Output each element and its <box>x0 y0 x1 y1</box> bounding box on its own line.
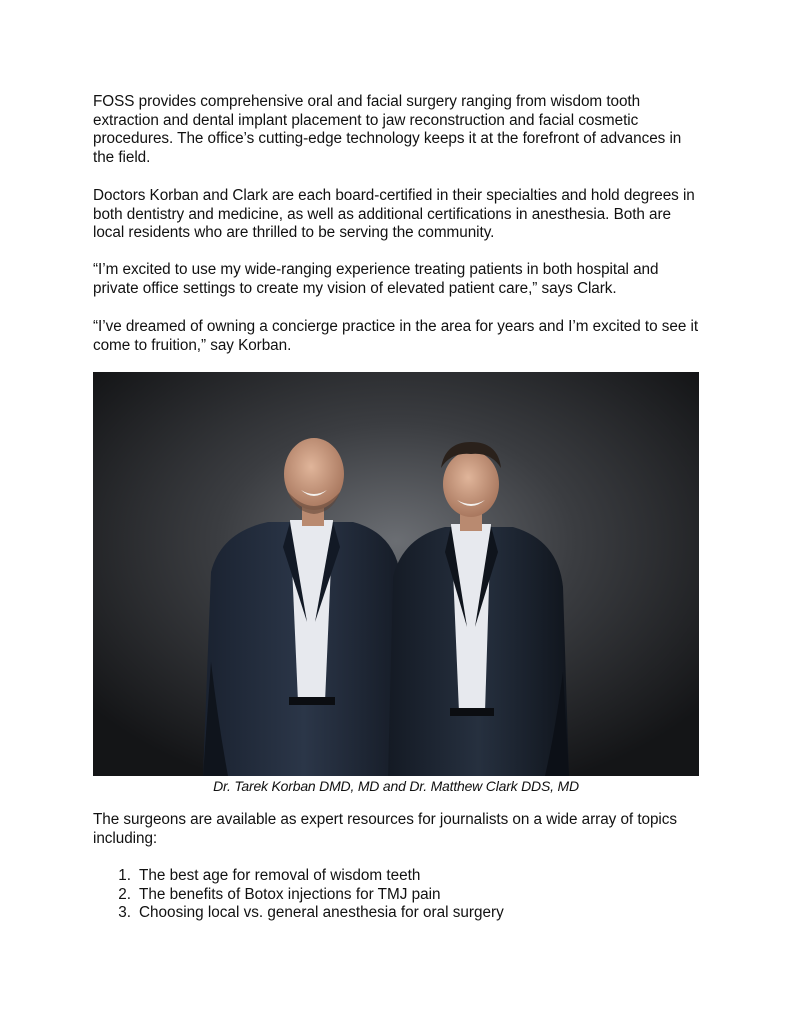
list-number: 1. <box>118 867 131 884</box>
list-number: 3. <box>118 904 131 922</box>
paragraph-topics-intro: The surgeons are available as expert resources for journalists on a wide array of topics including: <box>93 811 677 847</box>
paragraph-korban-quote: “I’ve dreamed of owning a concierge practice in the area for years and I’m excited to see it come to fruition,” say Korban. <box>93 318 699 354</box>
doctors-photo <box>93 372 699 776</box>
paragraph-doctors-credentials: Doctors Korban and Clark are each board-certified in their specialties and hold degrees in both dentistry and medicine, as well as additional certifications in anesthesia. Both are local residents who are thrilled to be serving the community. <box>93 187 695 242</box>
list-text: Choosing local vs. general anesthesia for oral surgery <box>139 904 504 922</box>
list-text: The benefits of Botox injections for TMJ pain <box>139 885 441 903</box>
list-item <box>93 867 504 886</box>
photo-caption: Dr. Tarek Korban DMD, MD and Dr. Matthew Clark DDS, MD <box>213 778 579 794</box>
list-item <box>93 886 504 905</box>
list-number: 2. <box>118 885 131 903</box>
paragraph-clark-quote: “I’m excited to use my wide-ranging experience treating patients in both hospital and private office settings to create my vision of elevated patient care,” says Clark. <box>93 261 659 297</box>
paragraph-foss-services: FOSS provides comprehensive oral and facial surgery ranging from wisdom tooth extraction and dental implant placement to jaw reconstruction and facial cosmetic procedures. The office’s cutting-edge technology keeps it at the forefront of advances in the field. <box>93 93 682 166</box>
list-text: The best age for removal of wisdom teeth <box>139 867 421 884</box>
list-item <box>93 904 504 923</box>
topics-list <box>93 867 504 923</box>
